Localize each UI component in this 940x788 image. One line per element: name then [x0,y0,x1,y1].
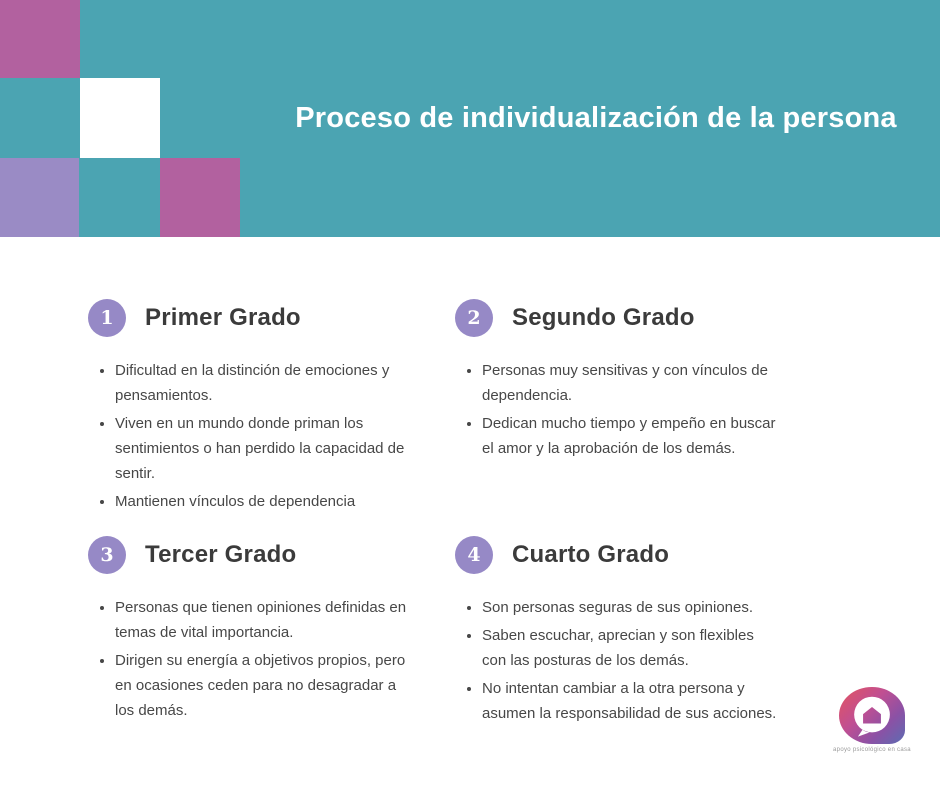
bullet-item: • Viven en un mundo donde priman los sentimientos o han perdido la capacidad de sentir. [115,411,410,486]
bullet-item: • Dedican mucho tiempo y empeño en buscar el amor y la aprobación de los demás. [482,411,777,461]
bullet-item: • Son personas seguras de sus opiniones. [482,595,777,620]
grade-bullet-list [455,595,777,726]
grade-heading [455,535,777,575]
grade-title: Segundo Grado [512,304,695,331]
grade-bullet-list [455,358,777,461]
section-cuarto-grado [455,535,777,729]
header-band [0,0,940,237]
grade-heading [455,298,777,338]
decor-square-lavender [0,158,79,237]
grade-title: Primer Grado [145,304,301,331]
decor-square-white [80,78,160,158]
bullet-item: • No intentan cambiar a la otra persona y asumen la responsabilidad de sus acciones. [482,676,777,726]
grade-number-badge: 3 [88,536,126,574]
bullet-item: • Mantienen vínculos de dependencia [115,489,410,514]
section-primer-grado [88,298,410,517]
logo-tagline: apoyo psicológico en casa [833,747,911,753]
decor-square-magenta-bottom [160,158,240,237]
bullet-item: • Personas muy sensitivas y con vínculos de dependencia. [482,358,777,408]
section-tercer-grado [88,535,410,726]
bullet-item: • Dirigen su energía a objetivos propios, pero en ocasiones ceden para no desagradar a los demás. [115,648,410,723]
logo-p-icon [847,692,897,739]
section-segundo-grado [455,298,777,464]
decor-square-magenta-top [0,0,80,78]
grade-bullet-list [88,358,410,514]
grade-title: Tercer Grado [145,541,297,568]
brand-logo [820,687,924,753]
grade-number-badge: 1 [88,299,126,337]
bullet-item: • Dificultad en la distinción de emociones y pensamientos. [115,358,410,408]
grade-bullet-list [88,595,410,723]
logo-bubble-icon [839,687,905,744]
bullet-item: • Personas que tienen opiniones definidas en temas de vital importancia. [115,595,410,645]
grade-number-badge: 4 [455,536,493,574]
grade-heading [88,535,410,575]
grade-title: Cuarto Grado [512,541,670,568]
grade-heading [88,298,410,338]
bullet-item: • Saben escuchar, aprecian y son flexibles con las posturas de los demás. [482,623,777,673]
grade-number-badge: 2 [455,299,493,337]
page-title: Proceso de individualización de la persona [295,102,897,134]
